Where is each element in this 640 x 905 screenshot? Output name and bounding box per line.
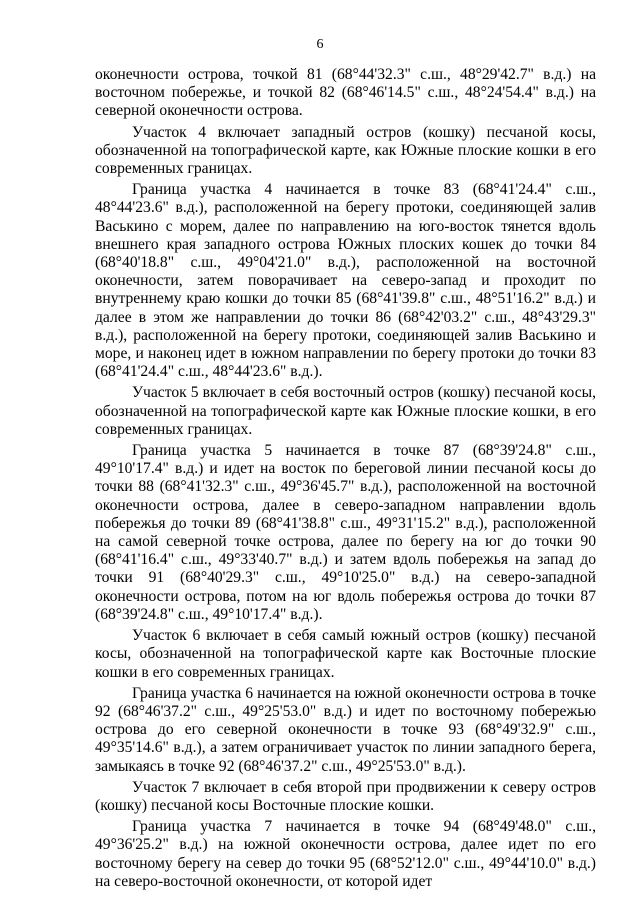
paragraph-boundary-7: Граница участка 7 начинается в точке 94 (68°49'48.0" с.ш., 49°36'25.2" в.д.) на южной оконечности острова, далее идет по его восточному берегу на север до точки 95 (68°52'12.0" с.ш., 49°44'10.0" в.д.) на северо-восточной оконечности, от которой идет bbox=[95, 818, 596, 890]
paragraph-continuation: оконечности острова, точкой 81 (68°44'32.3" с.ш., 48°29'42.7" в.д.) на восточном побережье, и точкой 82 (68°46'14.5" с.ш., 48°24'54.4" в.д.) на северной оконечности острова. bbox=[95, 66, 596, 120]
paragraph-boundary-4: Граница участка 4 начинается в точке 83 (68°41'24.4" с.ш., 48°44'23.6" в.д.), расположенной на берегу протоки, соединяющей залив Васькино с морем, далее по направлению на юго-восток тянется вдоль внешнего края западного острова Южных плоских кошек до точки 84 (68°40'18.8" с.ш., 49°04'21.0" в.д.), расположенной на восточной оконечности, затем поворачивает на северо-запад и проходит по внутреннему краю кошки до точки 85 (68°41'39.8" с.ш., 48°51'16.2" в.д.) и далее в этом же направлении до точки 86 (68°42'03.2" с.ш., 48°43'29.3" в.д.), расположенной на берегу протоки, соединяющей залив Васькино и море, и наконец идет в южном направлении по берегу протоки до точки 83 (68°41'24.4" с.ш., 48°44'23.6" в.д.). bbox=[95, 181, 596, 381]
paragraph-section-7: Участок 7 включает в себя второй при продвижении к северу остров (кошку) песчаной косы Восточные плоские кошки. bbox=[95, 778, 596, 814]
paragraph-boundary-5: Граница участка 5 начинается в точке 87 (68°39'24.8" с.ш., 49°10'17.4" в.д.) и идет на восток по береговой линии песчаной косы до точки 88 (68°41'32.3" с.ш., 49°36'45.7" в.д.), расположенной на восточной оконечности острова, далее в северо-западном направлении вдоль побережья до точки 89 (68°41'38.8" с.ш., 49°31'15.2" в.д.), расположенной на самой северной точке острова, далее по берегу на юг до точки 90 (68°41'16.4" с.ш., 49°33'40.7" в.д.) и затем вдоль побережья на запад до точки 91 (68°40'29.3" с.ш., 49°10'25.0" в.д.) на северо-западной оконечности острова, потом на юг вдоль побережья острова до точки 87 (68°39'24.8" с.ш., 49°10'17.4" в.д.). bbox=[95, 442, 596, 623]
document-body bbox=[95, 66, 596, 894]
paragraph-section-4: Участок 4 включает западный остров (кошку) песчаной косы, обозначенной на топографической карте, как Южные плоские кошки в его современных границах. bbox=[95, 123, 596, 178]
page-number: 6 bbox=[316, 37, 324, 52]
paragraph-section-5: Участок 5 включает в себя восточный остров (кошку) песчаной косы, обозначенной на топографической карте как Южные плоские кошки, в его современных границах. bbox=[95, 384, 596, 438]
paragraph-section-6: Участок 6 включает в себя самый южный остров (кошку) песчаной косы, обозначенной на топографической карте как Восточные плоские кошки в его современных границах. bbox=[95, 627, 596, 681]
paragraph-boundary-6: Граница участка 6 начинается на южной оконечности острова в точке 92 (68°46'37.2" с.ш., 49°25'53.0" в.д.) и идет по восточному побережью острова до его северной оконечности в точке 93 (68°49'32.9" с.ш., 49°35'14.6" в.д.), а затем ограничивает участок по линии западного берега, замыкаясь в точке 92 (68°46'37.2" с.ш., 49°25'53.0" в.д.). bbox=[95, 684, 596, 775]
